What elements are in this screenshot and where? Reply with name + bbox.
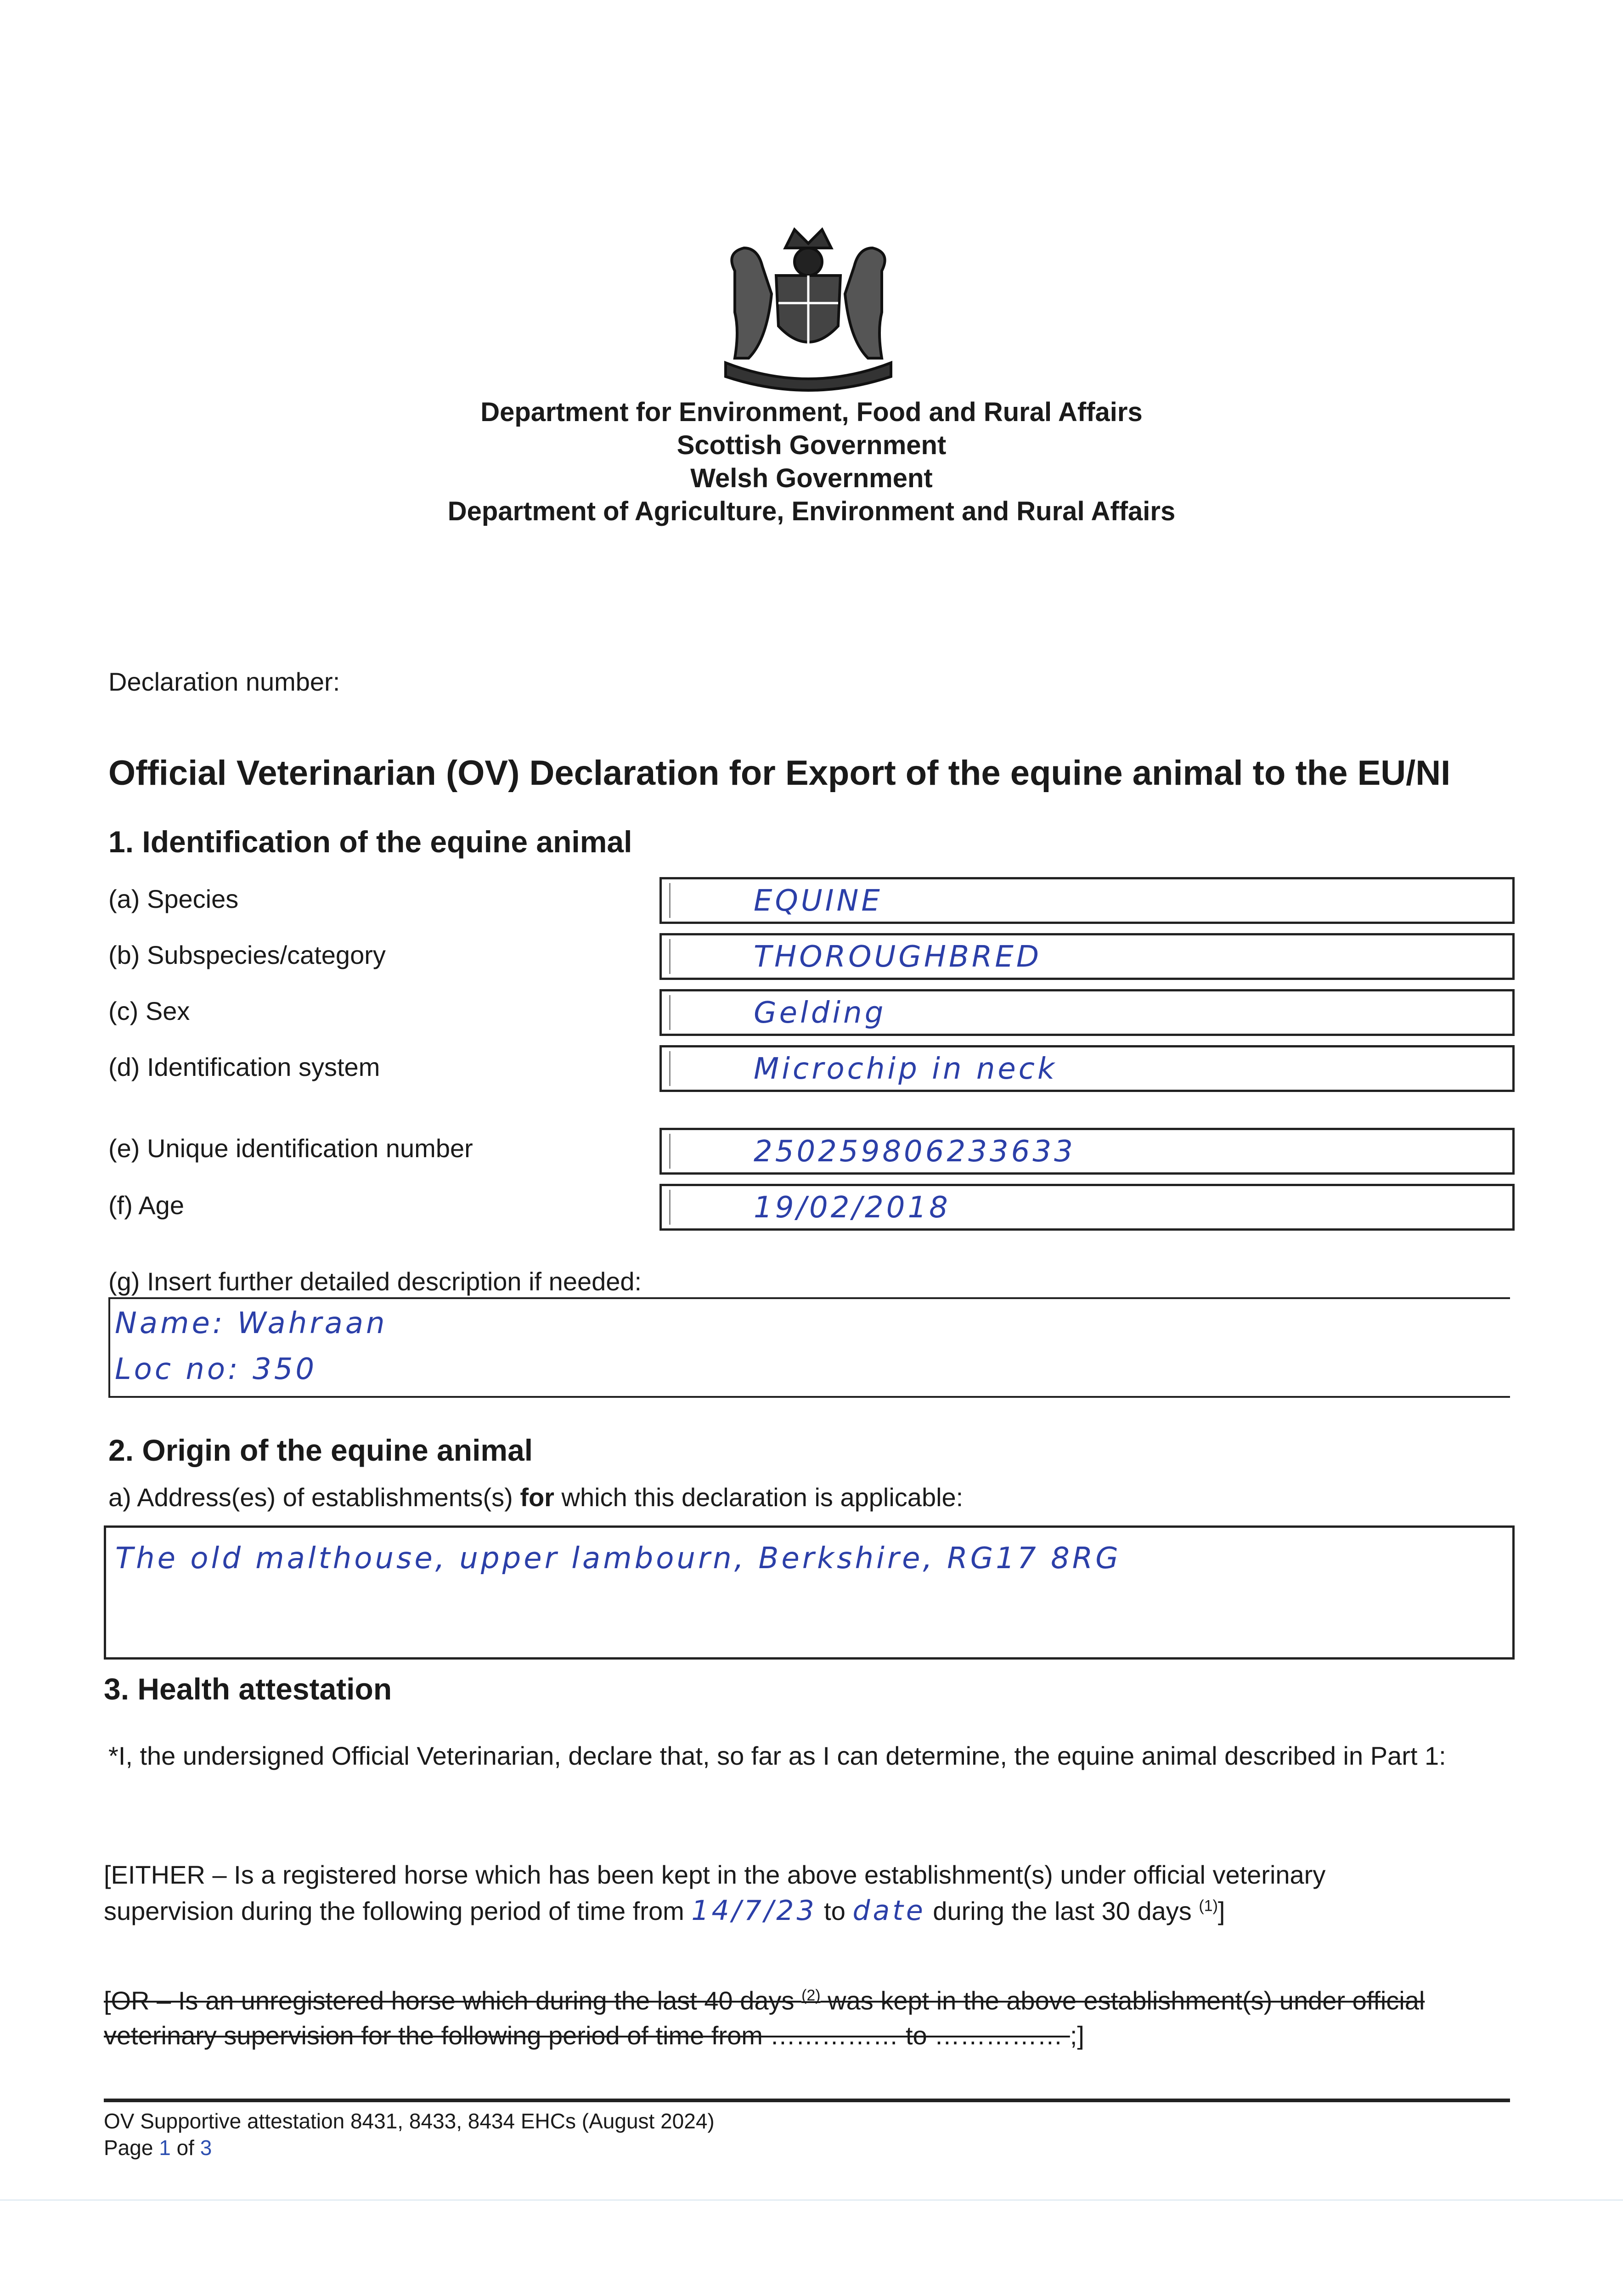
royal-crest-logo [707,220,909,395]
page-title: Official Veterinarian (OV) Declaration for Export of the equine animal to the EU/NI [108,754,1451,793]
uid-field[interactable] [659,1128,1515,1175]
section2-heading: 2. Origin of the equine animal [108,1433,533,1467]
address-label: a) Address(es) of establishments(s) for which this declaration is applicable: [108,1483,964,1512]
or-line-2: veterinary supervision for the following period of time from …………… to …………… ;] [104,2021,1084,2050]
species-field[interactable] [659,877,1515,924]
age-field[interactable] [659,1184,1515,1231]
footer-attestation: OV Supportive attestation 8431, 8433, 8434 EHCs (August 2024) [104,2109,715,2133]
subspecies-label: (b) Subspecies/category [108,940,386,969]
further-description-line-1[interactable]: Name: Wahraan [115,1306,388,1340]
subspecies-value: THOROUGHBRED [754,940,1042,974]
department-line-2: Scottish Government [676,430,947,460]
department-line-1: Department for Environment, Food and Rural Affairs [480,397,1143,427]
uid-label: (e) Unique identification number [108,1134,473,1163]
declaration-number-label: Declaration number: [108,667,340,696]
section1-heading: 1. Identification of the equine animal [108,825,632,859]
either-line-2: supervision during the following period of time from 14/7/23 to date during the last 30 days $^{(1)}$] [104,1895,1225,1927]
subspecies-field[interactable] [659,933,1515,980]
either-line-1: [EITHER – Is a registered horse which has been kept in the above establishment(s) under official veterinary [104,1860,1326,1889]
or-line-1: [OR – Is an unregistered horse which during the last 40 days $^{(2)}$ was kept in the above establishment(s) under official [104,1986,1425,2015]
divider [108,1297,1510,1299]
divider [108,1396,1510,1398]
sex-value: Gelding [754,996,886,1030]
section3-heading: 3. Health attestation [104,1672,392,1706]
identification-system-field[interactable] [659,1045,1515,1092]
uid-value: 250259806233633 [754,1135,1076,1169]
identification-system-label: (d) Identification system [108,1052,380,1081]
either-from-date[interactable]: 14/7/23 [691,1895,817,1927]
department-line-3: Welsh Government [690,463,933,493]
sex-field[interactable] [659,989,1515,1036]
either-to-date[interactable]: date [852,1895,926,1927]
attestation-intro: *I, the undersigned Official Veterinarian, declare that, so far as I can determine, the equine animal described in Part 1: [108,1741,1446,1770]
address-value: The old malthouse, upper lambourn, Berkshire, RG17 8RG [115,1542,1121,1576]
further-box-left-border [108,1297,110,1396]
page-indicator: Page 1 of 3 [104,2136,212,2160]
footer-divider [104,2099,1510,2102]
identification-system-value: Microchip in neck [754,1052,1058,1086]
further-description-label: (g) Insert further detailed description if needed: [108,1267,642,1296]
species-value: EQUINE [754,884,883,918]
sex-label: (c) Sex [108,996,190,1025]
age-label: (f) Age [108,1191,184,1220]
department-line-4: Department of Agriculture, Environment and Rural Affairs [447,496,1176,526]
further-description-line-2[interactable]: Loc no: 350 [115,1352,317,1386]
age-value: 19/02/2018 [754,1191,951,1225]
address-field[interactable] [104,1525,1515,1660]
species-label: (a) Species [108,884,239,913]
